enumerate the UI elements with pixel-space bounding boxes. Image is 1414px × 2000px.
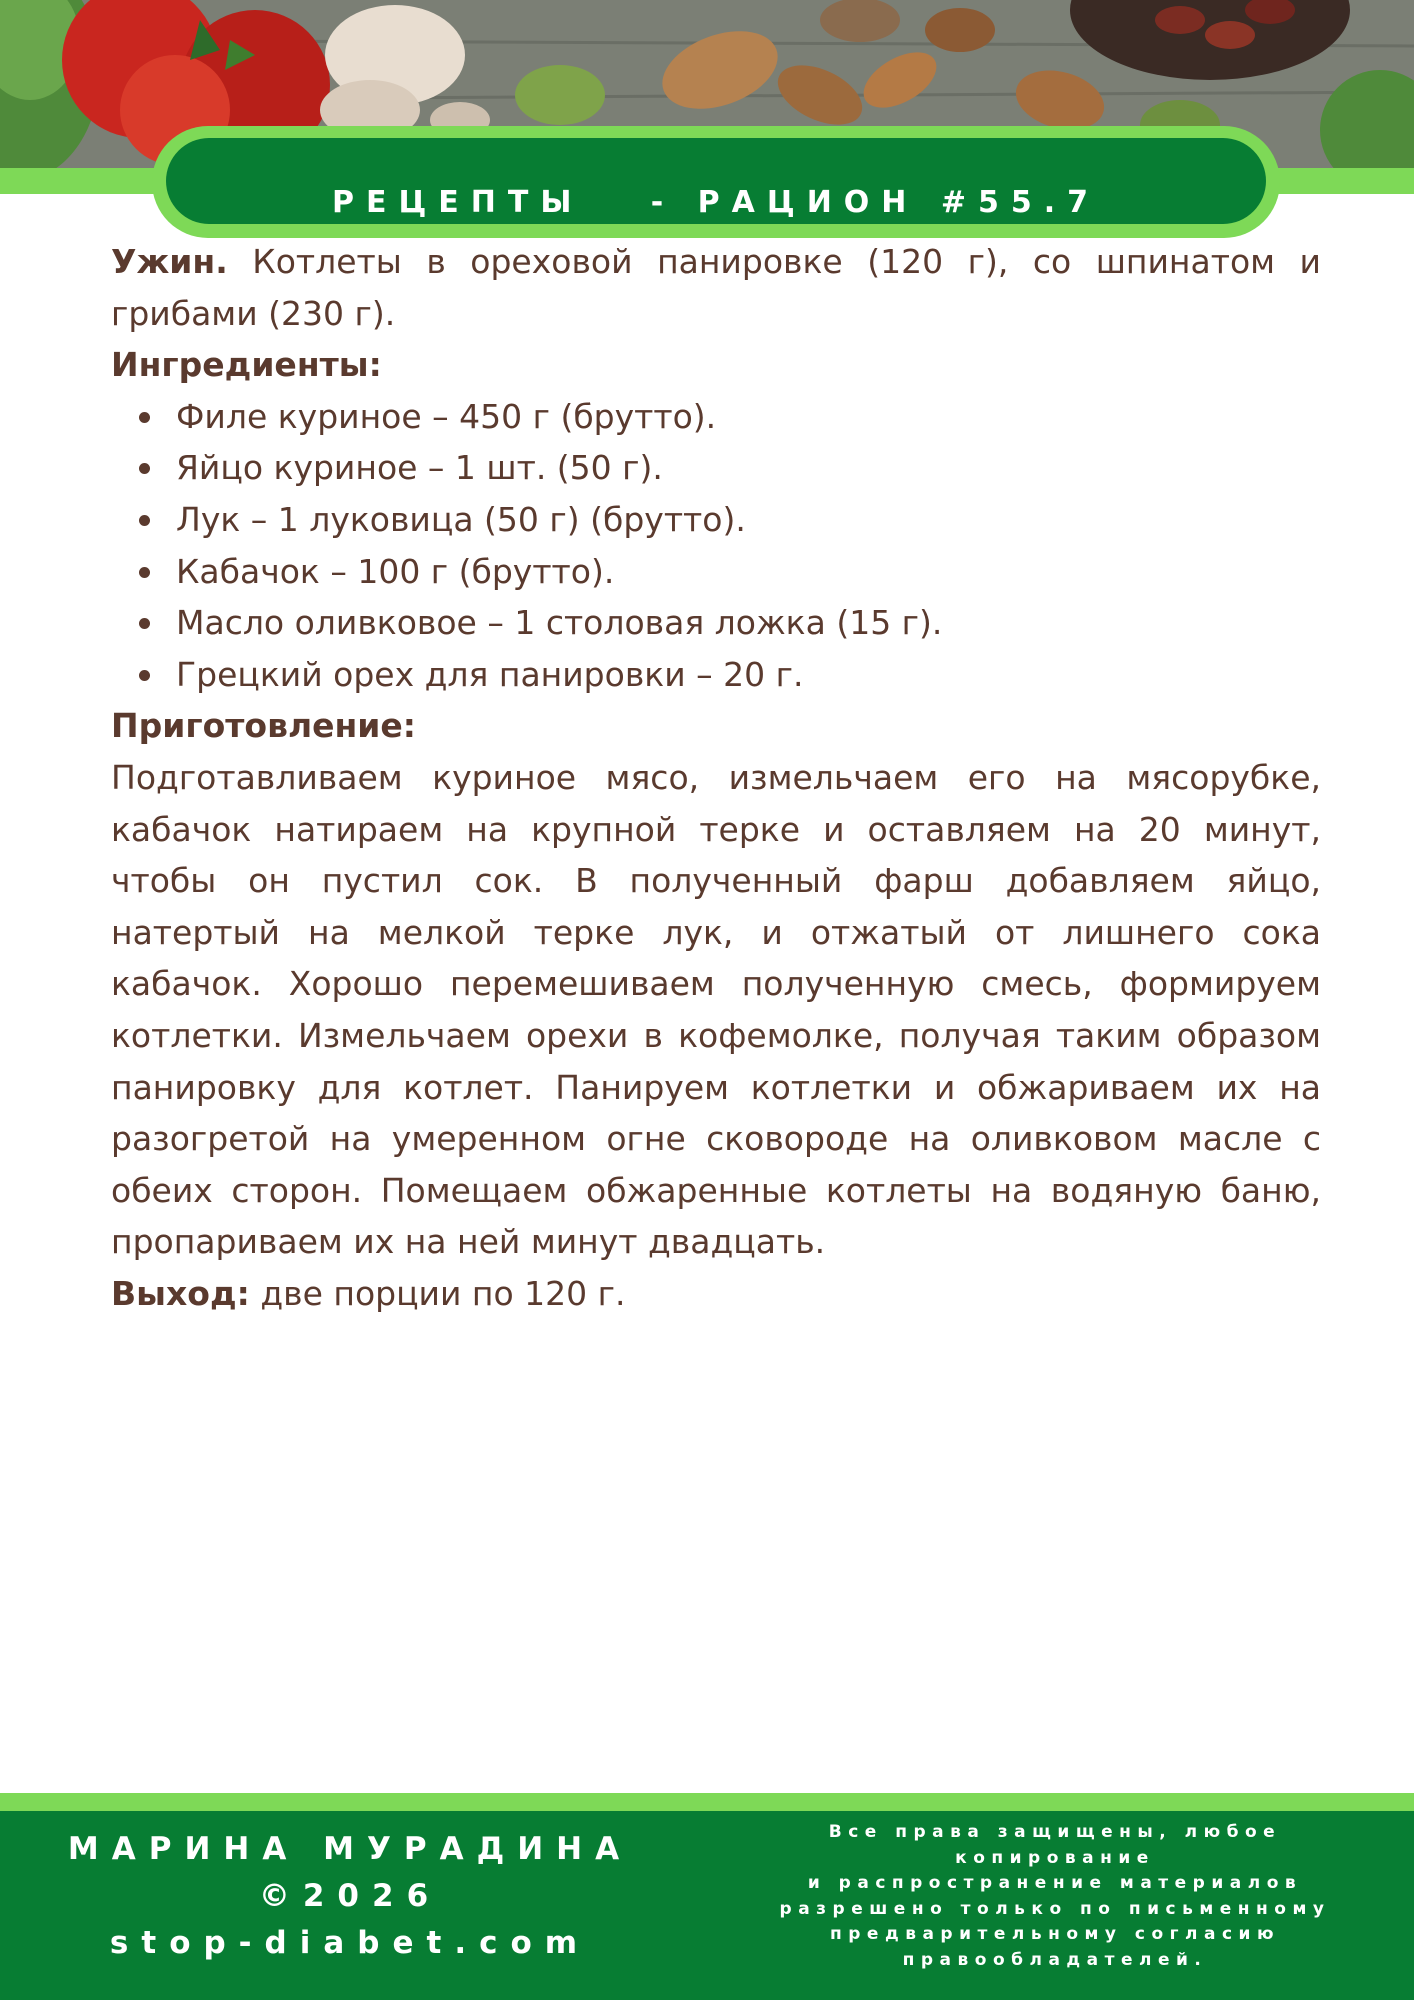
rights-line: правообладателей. [902,1949,1208,1970]
ingredient-text: Масло оливковое – 1 столовая ложка (15 г). [176,603,943,643]
footer-accent-band [0,1793,1414,1811]
yield-paragraph [111,1268,1321,1320]
copyright: ©2026 [258,1878,442,1914]
bullet-icon [139,618,150,629]
author-name: МАРИНА МУРАДИНА [67,1831,633,1867]
ingredient-item [111,649,1321,701]
bullet-icon [139,515,150,526]
ingredient-text: Грецкий орех для панировки – 20 г. [176,654,804,694]
bullet-icon [139,412,150,423]
rights-line: копирование [955,1847,1155,1868]
rights-line: разрешено только по письменному [779,1898,1331,1919]
ingredient-item [111,442,1321,494]
page-title: РЕЦЕПТЫ - РАЦИОН #55.7 [331,185,1101,220]
rights-line: и распространение материалов [807,1873,1303,1893]
meal-label: Ужин. [111,242,228,281]
ingredient-text: Лук – 1 луковица (50 г) (брутто). [176,499,746,539]
yield-label: Выход: [111,1273,250,1313]
bullet-icon [139,567,150,578]
bullet-icon [139,670,150,681]
preparation-text: Подготавливаем куриное мясо, измельчаем его на мясорубке, кабачок натираем на крупной терке и оставляем на 20 минут, чтобы он пустил сок. В полученный фарш добавляем яйцо, натертый на мелкой терке лук, и отжатый от лишнего сока кабачок. Хорошо перемешиваем полученную смесь, формируем котлетки. Измельчаем орехи в кофемолке, получая таким образом панировку для котлет. Панируем котлетки и обжариваем их на разогретой на умеренном огне сковороде на оливковом масле с обеих сторон. Помещаем обжаренные котлеты на водяную баню, пропариваем их на ней минут двадцать. [111,757,1321,1262]
site-link[interactable]: stop-diabet.com [109,1925,591,1961]
ingredient-item [111,597,1321,649]
rights-line: Все права защищены, любое [828,1822,1282,1842]
preparation-heading: Приготовление: [111,706,417,746]
rights-line: предварительному согласию [830,1924,1280,1944]
ingredient-text: Кабачок – 100 г (брутто). [176,551,615,591]
footer-rights-notice [720,1820,1390,1973]
footer-author-block [50,1826,650,1967]
ingredient-text: Яйцо куриное – 1 шт. (50 г). [176,448,663,488]
ingredient-item [111,391,1321,443]
ingredient-item [111,494,1321,546]
ingredient-text: Филе куриное – 450 г (брутто). [176,396,717,436]
ingredients-heading: Ингредиенты: [111,345,382,385]
meal-paragraph [111,236,1321,339]
yield-text: две порции по 120 г. [260,1273,626,1313]
title-pill [166,138,1266,224]
recipe-content [111,236,1321,1319]
ingredient-item [111,546,1321,598]
bullet-icon [139,463,150,474]
meal-text: Котлеты в ореховой панировке (120 г), со шпинатом и грибами (230 г). [111,242,1321,333]
ingredients-list [111,391,1321,701]
